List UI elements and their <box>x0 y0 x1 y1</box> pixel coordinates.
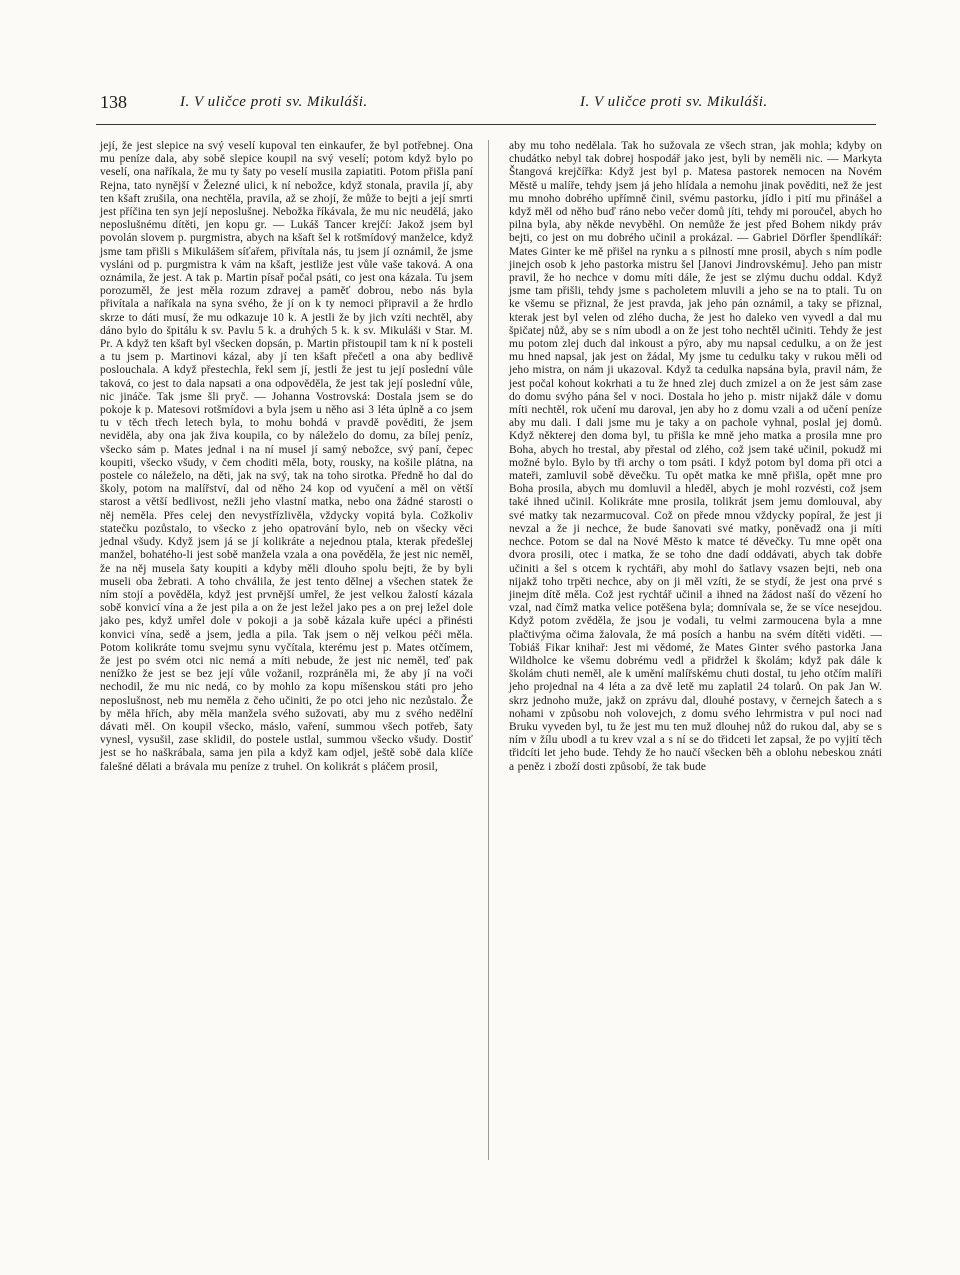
header-rule <box>96 124 876 125</box>
column-divider <box>488 140 489 1160</box>
left-column-text: její, že jest slepice na svý veselí kupoval ten einkaufer, že byl potřebnej. Ona mu peníze dala, aby sobě slepice koupil na svý veselí; potom když bylo po veselí, ona naříkala, že mu ty šaty po veselí musila zapiatiti. Potom přišla paní Rejna, tato nynější v Železné ulici, k ní nebožce, když stonala, pravila jí, aby ten kšaft zrušila, ona nechtěla, pravila, až se zhojí, že může to bejti a její smrti jest příčina ten syn její neposlušnej. Nebožka říkávala, že mu nic neudělá, jako neposlušnému dítěti, jen kopu gr. — Lukáš Tancer krejčí: Jakož jsem byl povolán slovem p. purgmistra, abych na kšaft šel k rotšmídový manželce, když jsme tam přišli s Mikulášem síťařem, přivítala nás, tu jsem jí oznámil, že jsme vysláni od p. purgmistra k vám na kšaft, jestliže jest vůle vaše taková. A ona oznámila, že jest. A tak p. Martin písař počal psáti, co jest ona kázala. Tu jsem porozuměl, že jest měla rozum zdravej a paměť dobrou, nebo nás byla přivítala a naříkala na syna svého, že jí on k ty nemoci připravil a že hrdlo skrze to dáti musí, že mu odkazuje 10 k. A jestli že by jich vzíti nechtěl, aby dáno bylo do špitálu k sv. Pavlu 5 k. a druhých 5 k. k sv. Mikuláši v Star. M. Pr. A když ten kšaft byl všecken dopsán, p. Martin přistoupil tam k ní k posteli a tu jsem p. Martinovi kázal, aby jí ten kšaft přečetl a ona aby bedlivě poslouchala. A když přestechla, řekl sem jí, jestli že jest tu její poslední vůle taková, co jest to dala napsati a ona odpověděla, že jest tak její poslední vůle, nic jináče. Tak jsme šli pryč. — Johanna Vostrovská: Dostala jsem se do pokoje k p. Matesovi rotšmídovi a byla jsem u něho asi 3 léta úplně a co jsem tu v těch třech letech byla, to mohu bohdá v pravdě pověditi, že jsem neviděla, aby ona jak živa koupila, co by náleželo do domu, za bílej peníz, všecko sám p. Mates jednal i na ní musel jí samý nebožce, svý paní, čepec koupiti, všecko všudy, v čem choditi měla, boty, rousky, na košile plátna, na postele co náleželo, na děti, jak na svý, tak na toho sirotka. Předně ho dal do školy, potom na malířství, dal od něho 24 kop od vyučení a měl on větší starost a větší bedlivost, nežli jeho vlastní matka, nebo ona žádné starosti o něj neměla. Přes celej den nevystřízlivěla, vždycky vopitá byla. Cožkoliv statečku pozůstalo, to všecko z jeho opatrování bylo, neb on všecky věci jednal všudy. Když jsem já se jí kolikráte a nejednou ptala, kterak předešlej manžel, bohatého-li jest sobě manžela vzala a ona pověděla, že jest nic neměl, že na něj musela šaty koupiti a kdyby měli dlouho spolu bejti, že by byli museli oba žebrati. A toho chválila, že jest tento dělnej a všechen statek že ním stojí a pověděla, když jest prvnější umřel, že jest velkou žalostí kázala sobě konvicí vína a že jest pila a on že jest ležel jako pes a on prej ležel dole jako pes, když umřel dole v pokoji a ja sobě kázala kuře upéci a přinésti konvici vína, sedě a jsem, jedla a pila. Tak jsem o něj velkou péči měla. Potom kolikráte tomu svejmu synu vyčítala, kterému jest p. Mates otčímem, že jest po svém otci nic nemá a míti nebude, že jest nic neměl, teď pak nenížko že jest se bez její vůle vožanil, rozpráněla mi, že aby jí na voči nechodil, že mu nic nedá, co by mohlo za kopu míšenskou státi pro jeho neposlušnost, neb mu neměla z čeho učiniti, že po otci jeho nic nezůstalo. Že by měla hřích, aby měla manžela svého sužovati, aby mu z svého nedělní dávati měl. On koupil všecko, máslo, vaření, summou všech potřeb, šaty vynesl, vysušil, zase sklidil, do postele ustlal, summou všecko všudy. Dostiť jest se ho naškrábala, sama jen pila a když kam odjel, ještě sobě dala klíče falešné dělati a brávala mu peníze z truhel. On kolikrát s pláčem prosil, <box>100 140 474 773</box>
running-title-left: I. V uličce proti sv. Mikuláši. <box>180 94 368 110</box>
text-column-right <box>509 140 882 774</box>
page-header <box>100 92 870 116</box>
running-title-right: I. V uličce proti sv. Mikuláši. <box>580 94 768 110</box>
text-column-left <box>100 140 473 774</box>
page-number: 138 <box>100 92 127 112</box>
right-column-text: aby mu toho nedělala. Tak ho sužovala ze všech stran, jak mohla; kdyby on chudátko nebyl tak dobrej hospodář jako jest, byli by neměli nic. — Markyta Štangová krejčířka: Když jest byl p. Matesa pastorek nemocen na Novém Městě u malíře, tehdy jsem já jeho hlídala a nemohu jinak pověditi, než že jest mu mnoho dobrého upřímně činil, svému pastorku, jídlo i pití mu přinášel a když měl od něho buď ráno nebo večer domů jíti, tehdy mi poroučel, abych ho pilna byla, aby někde nevyběhl. On nemůže že jest před Bohem nikdy práv bejti, co jest on mu dobrého učinil a prokázal. — Gabriel Dörfler špendlíkář: Mates Ginter ke mě přišel na rynku a s pilností mne prosil, abych s ním podle jinejch osob k jeho pastorka mistru šel [Janovi Jindrovskému]. Jeho pan mistr pravil, že ho nechce v domu míti dále, že jest se zlýmu duchu oddal. Když jsme tam přišli, tehdy jsme s pacholetem mluvili a jeho se na to ptali. Tu on ke všemu se přiznal, že jest pravda, jak jeho pán oznámil, a taky se přiznal, kterak jest byl velen od zlého ducha, že jest ho daleko ven vyvedl a dal mu špičatej nůž, aby se s ním ubodl a on že jest toho nechtěl učiniti. Tehdy že jest mu potom zlej duch dal inkoust a pýro, aby mu napsal cedulku, a on že jest mu hned napsal, jak jest on žádal, My jsme tu cedulku taky v rukou měli od jeho mistra, on nám ji ukazoval. Když ta cedulka napsána byla, pravil nám, že jest počal kohout kokrhati a tu že hned zlej duch zmizel a on že jest sám zase do domu svýho pána šel v noci. Dostala ho jeho p. mistr nijakž dále v domu míti nechtěl, rok učení mu daroval, jen aby ho z domu vzali a od učení peníze aby mu dali. I dali jsme mu je taky a on pachole vyhnal, poslal jej domů. Když některej den doma byl, tu přišla ke mně jeho matka a prosila mne pro Boha, abych ho trestal, aby přestal od zlého, což jsem také učinil, pokudž mi možné bylo. Bylo by tři archy o tom psáti. I když potom byl doma při otci a mateři, zamluvil sobě děvečku. Tu opět matka ke mně přišla, opět mne pro Boha prosila, abych mu domluvil a hleděl, abych je mohl rozvésti, což jsem také ihned učinil. Kolikráte mne prosila, tolikrát jsem jemu domlouval, aby své matky tak nezarmucoval. Což on přede mnou vždycky popíral, že jest ji nevzal a že ji nechce, že bude šanovati své matky, poněvadž ona ji míti nechce. Potom se dal na Nové Město k matce té děvečky. Tu mne opět ona dvora prosili, otec i matka, že se toho dne dadí oddávati, abych tak dobře učiniti a šel s otcem k rychtáři, aby mohl do šatlavy vsazen bejti, neb ona nijakž toho trpěti nechce, aby on ji měl vzíti, že se stydí, že jest ona prvé s jinejm dítě měla. Což jest rychtář učinil a ihned na žádost naší do vězení ho vzal, nad čímž matka velice potěšena byla; domnívala se, že se více nesejdou. Když potom zvěděla, že jsou je vodali, tu velmi zarmoucena byla a mne plačtivýma očima žalovala, že má posích a hanbu na svém dítěti viděti. — Tobiáš Fikar knihař: Jest mi vědomé, že Mates Ginter svého pastorka Jana Wildholce ke všemu dobrému vedl a přidržel k školám; když pak dále k školám chuti neměl, ale k umění malířskému chuti dostal, tu jeho otčím malíři jeho projednal na 4 léta a za dvě letě mu zaplatil 24 tolarů. On pak Jan W. skrz jednoho muže, jakž on zprávu dal, dlouhé postavy, v černejch šatech a s nohami v způsobu noh volovejch, z domu svého lehrmistra v pul noci nad Bruku vyveden byl, tu že jest mu ten muž dlouhej nůž do rukou dal, aby se s ním v žílu ubodl a tu krev vzal a s ní se do třidceti let zapsal, že po vyjití těch třidcíti let jeho bude. Tehdy že ho naučí všecken běh a oblohu nebeskou znáti a peněz i zboží dosti způsobí, že tak bude <box>509 140 882 773</box>
